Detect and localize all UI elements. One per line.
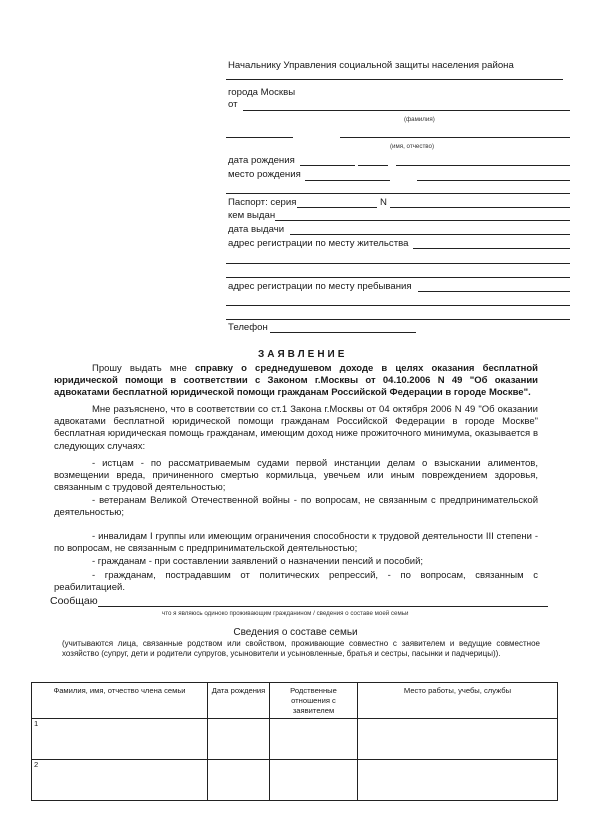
- family-title: Сведения о составе семьи: [233, 627, 358, 638]
- residence-field-2[interactable]: [226, 263, 570, 264]
- row-number-cell[interactable]: 2: [32, 760, 208, 801]
- birth-place-field-c[interactable]: [226, 193, 570, 194]
- phone-field[interactable]: [270, 332, 416, 333]
- row-number-cell[interactable]: 1: [32, 719, 208, 760]
- birth-date-rest-field[interactable]: [396, 165, 570, 166]
- explained-paragraph: [54, 404, 538, 453]
- issue-date-field[interactable]: [290, 234, 570, 235]
- explained-text: Мне разъяснено, что в соответствии со ст.1 Закона г.Москвы от 04 октября 2006 N 49 "Об оказании адвокатами бесплатной юридической помощи гражданам Российской Федерации в городе Москве" бесплатная юридическая помощь гражданам, имеющим доход ниже прожиточного минимума, оказывается в следующих случаях:: [54, 404, 538, 452]
- report-hint: что я являюсь одиноко проживающим гражданином / сведения о составе моей семьи: [162, 610, 409, 617]
- issued-by-field[interactable]: [275, 220, 570, 221]
- addressee-line[interactable]: [226, 79, 563, 80]
- residence-field-3[interactable]: [226, 277, 570, 278]
- table-cell[interactable]: [358, 760, 558, 801]
- case-1-text: - истцам - по рассматриваемым судами первой инстанции делам о взыскании алиментов, возмещении вреда, причиненного смертью кормильца, увечьем или иным повреждением здоровья, связанным с трудовой деятельностью;: [54, 458, 538, 494]
- residence-field[interactable]: [413, 248, 570, 249]
- table-cell[interactable]: [208, 760, 270, 801]
- table-cell[interactable]: [208, 719, 270, 760]
- case-3: [54, 531, 538, 555]
- report-field[interactable]: [98, 606, 548, 607]
- residence-label: адрес регистрации по месту жительства: [228, 238, 409, 249]
- stay-label: адрес регистрации по месту пребывания: [228, 281, 412, 292]
- table-row: [32, 719, 558, 760]
- issue-date-label: дата выдачи: [228, 224, 285, 235]
- family-table: [31, 682, 558, 801]
- birth-place-field-a[interactable]: [305, 180, 390, 181]
- case-5: [54, 570, 538, 594]
- from-label: от: [228, 99, 238, 110]
- name-field-left[interactable]: [226, 137, 293, 138]
- addressee-line1: Начальнику Управления социальной защиты населения района: [228, 60, 514, 71]
- surname-hint: (фамилия): [404, 116, 435, 123]
- birth-date-day-field[interactable]: [300, 165, 355, 166]
- name-field-right[interactable]: [340, 137, 570, 138]
- table-header-row: [32, 683, 558, 719]
- stay-field-3[interactable]: [226, 319, 570, 320]
- birth-date-month-field[interactable]: [358, 165, 388, 166]
- passport-series-label: Паспорт: серия: [228, 197, 297, 208]
- stay-field[interactable]: [418, 291, 570, 292]
- passport-series-field[interactable]: [297, 207, 377, 208]
- case-2: [54, 495, 538, 519]
- request-paragraph: [54, 363, 538, 400]
- column-header: Родственные отношения с заявителем: [270, 683, 358, 719]
- family-note: (учитываются лица, связанные родством или свойством, проживающие совместно с заявителем и ведущие совместное хозяйство (супруг, дети и родители супругов, усыновители и усыновленные, братья и сестры, пасынки и падчерицы)).: [62, 639, 540, 658]
- passport-number-label: N: [380, 197, 387, 208]
- issued-by-label: кем выдан: [228, 210, 276, 221]
- name-hint: (имя, отчество): [390, 143, 435, 150]
- request-bold: справку о среднедушевом доходе в целях оказания бесплатной юридической помощи в соответствии с Законом г.Москвы от 04.10.2006 N 49 "Об оказании адвокатами бесплатной юридической помощи гражданам Российской Федерации в городе Москве".: [54, 363, 538, 399]
- case-5-text: - гражданам, пострадавшим от политических репрессий, - по вопросам, связанным с реабилитацией.: [54, 570, 538, 594]
- column-header: Фамилия, имя, отчество члена семьи: [32, 683, 208, 719]
- statement-title: ЗАЯВЛЕНИЕ: [258, 349, 348, 360]
- birth-date-label: дата рождения: [228, 155, 295, 166]
- case-3-text: - инвалидам I группы или имеющим ограничения способности к трудовой деятельности III степени - по вопросам, не связанным с предпринимательской деятельностью;: [54, 531, 538, 555]
- birth-place-label: место рождения: [228, 169, 301, 180]
- column-header: Дата рождения: [208, 683, 270, 719]
- case-4: [54, 556, 538, 568]
- table-row: [32, 760, 558, 801]
- phone-label: Телефон: [228, 322, 268, 333]
- addressee-line2: города Москвы: [228, 87, 296, 98]
- table-cell[interactable]: [270, 760, 358, 801]
- table-cell[interactable]: [358, 719, 558, 760]
- case-4-text: - гражданам - при составлении заявлений о назначении пенсий и пособий;: [92, 556, 424, 567]
- request-prefix: Прошу выдать мне: [92, 363, 196, 374]
- passport-number-field[interactable]: [390, 207, 570, 208]
- surname-field[interactable]: [243, 110, 570, 111]
- case-1: [54, 458, 538, 495]
- report-label: Сообщаю: [50, 595, 98, 607]
- birth-place-field-b[interactable]: [417, 180, 570, 181]
- case-2-text: - ветеранам Великой Отечественной войны - по вопросам, не связанным с предпринимательской деятельностью;: [54, 495, 538, 519]
- table-cell[interactable]: [270, 719, 358, 760]
- stay-field-2[interactable]: [226, 305, 570, 306]
- column-header: Место работы, учебы, службы: [358, 683, 558, 719]
